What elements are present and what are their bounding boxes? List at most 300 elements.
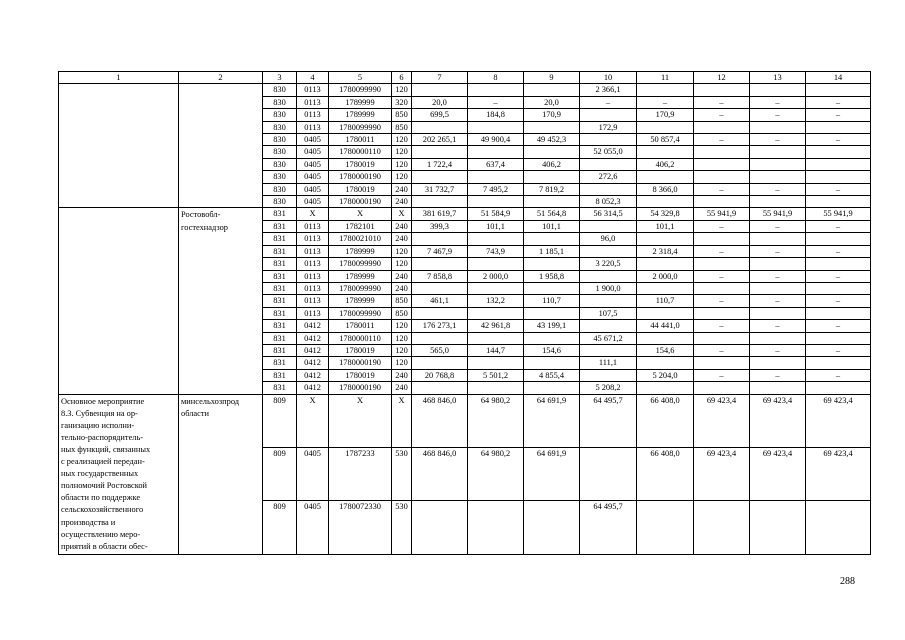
cell-col-3: 830 [263, 146, 297, 158]
cell-col-13 [750, 357, 806, 369]
cell-col-14 [806, 282, 871, 294]
cell-col-14 [806, 382, 871, 394]
cell-col-12: – [694, 134, 750, 146]
cell-col-12: – [694, 183, 750, 195]
cell-col-9 [524, 382, 580, 394]
cell-col-3: 830 [263, 171, 297, 183]
cell-col-9 [524, 84, 580, 96]
column-header: 3 [263, 72, 297, 84]
cell-col-5: X [329, 394, 392, 447]
cell-col-12 [694, 146, 750, 158]
cell-col-5: 1780011 [329, 134, 392, 146]
cell-col-9: 49 452,3 [524, 134, 580, 146]
cell-col-7 [412, 196, 468, 208]
cell-col-8: 144,7 [468, 344, 524, 356]
cell-col-3: 830 [263, 196, 297, 208]
cell-col-8: 132,2 [468, 295, 524, 307]
cell-col-7 [412, 307, 468, 319]
cell-col-13 [750, 501, 806, 554]
cell-col-7: 468 846,0 [412, 394, 468, 447]
cell-col-9 [524, 501, 580, 554]
cell-col-8: 637,4 [468, 158, 524, 170]
cell-col-13: 55 941,9 [750, 208, 806, 220]
cell-col-4: 0113 [297, 220, 329, 232]
cell-col-9 [524, 146, 580, 158]
cell-col-12 [694, 282, 750, 294]
cell-col-9: 1 185,1 [524, 245, 580, 257]
cell-col-6: 240 [392, 382, 412, 394]
cell-col-3: 831 [263, 332, 297, 344]
cell-col-14 [806, 121, 871, 133]
cell-col-6: 120 [392, 158, 412, 170]
cell-col-11: – [637, 96, 694, 108]
cell-col-11: 2 000,0 [637, 270, 694, 282]
cell-col-9: 7 819,2 [524, 183, 580, 195]
cell-col-3: 831 [263, 258, 297, 270]
cell-col-10: 52 055,0 [580, 146, 637, 158]
cell-col-12: – [694, 245, 750, 257]
cell-col-10 [580, 344, 637, 356]
cell-col-5: 1780019 [329, 344, 392, 356]
column-header: 14 [806, 72, 871, 84]
cell-col-8: 743,9 [468, 245, 524, 257]
cell-col-3: 831 [263, 369, 297, 381]
cell-col-14: 69 423,4 [806, 394, 871, 447]
executor-cell [179, 84, 263, 208]
cell-col-4: 0405 [297, 171, 329, 183]
activity-name-cell [59, 84, 179, 208]
cell-col-14: – [806, 295, 871, 307]
cell-col-7 [412, 258, 468, 270]
cell-col-11 [637, 282, 694, 294]
cell-col-11 [637, 258, 694, 270]
cell-col-6: 120 [392, 320, 412, 332]
cell-col-6: 120 [392, 171, 412, 183]
cell-col-3: 830 [263, 121, 297, 133]
cell-col-12 [694, 158, 750, 170]
cell-col-13: – [750, 344, 806, 356]
cell-col-8 [468, 501, 524, 554]
cell-col-14 [806, 196, 871, 208]
cell-col-9: 101,1 [524, 220, 580, 232]
cell-col-12 [694, 171, 750, 183]
column-header: 1 [59, 72, 179, 84]
cell-col-10 [580, 158, 637, 170]
cell-col-8 [468, 84, 524, 96]
cell-col-3: 831 [263, 295, 297, 307]
cell-col-12 [694, 382, 750, 394]
cell-col-3: 809 [263, 501, 297, 554]
cell-col-5: 1780000190 [329, 196, 392, 208]
page-number: 288 [840, 576, 855, 587]
cell-col-8 [468, 146, 524, 158]
column-header: 12 [694, 72, 750, 84]
cell-col-4: X [297, 394, 329, 447]
cell-col-12: – [694, 96, 750, 108]
cell-col-7: 461,1 [412, 295, 468, 307]
cell-col-7 [412, 146, 468, 158]
cell-col-6: 320 [392, 96, 412, 108]
cell-col-4: 0412 [297, 382, 329, 394]
cell-col-10 [580, 183, 637, 195]
cell-col-9 [524, 258, 580, 270]
cell-col-4: 0113 [297, 295, 329, 307]
cell-col-14 [806, 357, 871, 369]
cell-col-13: – [750, 109, 806, 121]
cell-col-13: – [750, 245, 806, 257]
cell-col-6: 240 [392, 369, 412, 381]
cell-col-8: 101,1 [468, 220, 524, 232]
column-header: 11 [637, 72, 694, 84]
cell-col-4: 0405 [297, 146, 329, 158]
cell-col-9: 154,6 [524, 344, 580, 356]
cell-col-7: 20,0 [412, 96, 468, 108]
cell-col-11: 44 441,0 [637, 320, 694, 332]
cell-col-11 [637, 332, 694, 344]
cell-col-12: 69 423,4 [694, 447, 750, 500]
cell-col-3: 831 [263, 320, 297, 332]
cell-col-3: 809 [263, 394, 297, 447]
cell-col-10 [580, 109, 637, 121]
cell-col-5: 1780021010 [329, 233, 392, 245]
cell-col-11: 154,6 [637, 344, 694, 356]
cell-col-11: 110,7 [637, 295, 694, 307]
cell-col-13 [750, 84, 806, 96]
cell-col-5: 1780099990 [329, 258, 392, 270]
cell-col-6: 240 [392, 282, 412, 294]
cell-col-8 [468, 196, 524, 208]
cell-col-8 [468, 357, 524, 369]
cell-col-13 [750, 158, 806, 170]
cell-col-12: – [694, 220, 750, 232]
cell-col-13: – [750, 369, 806, 381]
cell-col-6: 850 [392, 109, 412, 121]
cell-col-10: 56 314,5 [580, 208, 637, 220]
cell-col-13 [750, 332, 806, 344]
cell-col-6: 240 [392, 196, 412, 208]
cell-col-10: 45 671,2 [580, 332, 637, 344]
cell-col-10: 5 208,2 [580, 382, 637, 394]
column-header: 2 [179, 72, 263, 84]
cell-col-10: 3 220,5 [580, 258, 637, 270]
cell-col-9: 1 958,8 [524, 270, 580, 282]
cell-col-7 [412, 121, 468, 133]
cell-col-5: 1780000190 [329, 382, 392, 394]
cell-col-14 [806, 146, 871, 158]
cell-col-9 [524, 282, 580, 294]
cell-col-12 [694, 307, 750, 319]
activity-name-cell: Основное мероприятие 8.3. Субвенция на ор- ганизацию исполни- тельно-распорядитель- ных функций, связанных с реализацией передан- ных государственных полномочий Ростовской области по поддержке сельскохозяйственного производства и осуществлению меро- приятий в области обес- [59, 394, 179, 554]
cell-col-13: – [750, 220, 806, 232]
column-header: 4 [297, 72, 329, 84]
cell-col-9 [524, 171, 580, 183]
cell-col-3: 831 [263, 382, 297, 394]
cell-col-7: 468 846,0 [412, 447, 468, 500]
cell-col-14 [806, 258, 871, 270]
cell-col-12 [694, 196, 750, 208]
cell-col-12: 55 941,9 [694, 208, 750, 220]
cell-col-6: 240 [392, 270, 412, 282]
cell-col-13: 69 423,4 [750, 447, 806, 500]
cell-col-5: 1782101 [329, 220, 392, 232]
cell-col-5: 1780019 [329, 369, 392, 381]
cell-col-3: 831 [263, 307, 297, 319]
cell-col-13 [750, 233, 806, 245]
cell-col-7 [412, 382, 468, 394]
table-body [59, 84, 871, 554]
cell-col-13 [750, 282, 806, 294]
cell-col-8: 2 000,0 [468, 270, 524, 282]
cell-col-6: 120 [392, 134, 412, 146]
cell-col-6: 850 [392, 121, 412, 133]
cell-col-13 [750, 196, 806, 208]
cell-col-14: – [806, 183, 871, 195]
column-header: 8 [468, 72, 524, 84]
cell-col-12 [694, 501, 750, 554]
cell-col-5: 1780000110 [329, 146, 392, 158]
cell-col-12: – [694, 270, 750, 282]
cell-col-11: 170,9 [637, 109, 694, 121]
cell-col-9 [524, 196, 580, 208]
cell-col-9: 170,9 [524, 109, 580, 121]
cell-col-13 [750, 171, 806, 183]
cell-col-9 [524, 121, 580, 133]
cell-col-5: 1780000110 [329, 332, 392, 344]
cell-col-8 [468, 121, 524, 133]
cell-col-7 [412, 501, 468, 554]
cell-col-9 [524, 233, 580, 245]
cell-col-6: 240 [392, 233, 412, 245]
cell-col-3: 830 [263, 84, 297, 96]
cell-col-14 [806, 158, 871, 170]
table-row [59, 208, 871, 220]
cell-col-12 [694, 233, 750, 245]
cell-col-10 [580, 369, 637, 381]
cell-col-14: – [806, 109, 871, 121]
cell-col-8 [468, 258, 524, 270]
cell-col-10: 272,6 [580, 171, 637, 183]
cell-col-10: 96,0 [580, 233, 637, 245]
cell-col-13 [750, 382, 806, 394]
cell-col-6: 120 [392, 332, 412, 344]
cell-col-10: 111,1 [580, 357, 637, 369]
column-header: 5 [329, 72, 392, 84]
cell-col-8: 184,8 [468, 109, 524, 121]
cell-col-4: 0405 [297, 501, 329, 554]
cell-col-6: 530 [392, 501, 412, 554]
cell-col-4: 0405 [297, 447, 329, 500]
cell-col-11 [637, 196, 694, 208]
cell-col-5: 1789999 [329, 96, 392, 108]
cell-col-8 [468, 171, 524, 183]
cell-col-5: 1780099990 [329, 307, 392, 319]
column-number-row [59, 72, 871, 84]
cell-col-11: 54 329,8 [637, 208, 694, 220]
cell-col-11 [637, 84, 694, 96]
cell-col-3: 830 [263, 158, 297, 170]
cell-col-6: 120 [392, 245, 412, 257]
cell-col-5: 1780072330 [329, 501, 392, 554]
cell-col-6: X [392, 208, 412, 220]
cell-col-5: 1780019 [329, 158, 392, 170]
cell-col-12 [694, 84, 750, 96]
cell-col-14 [806, 84, 871, 96]
cell-col-4: 0113 [297, 307, 329, 319]
cell-col-9: 43 199,1 [524, 320, 580, 332]
cell-col-3: 809 [263, 447, 297, 500]
cell-col-11 [637, 146, 694, 158]
cell-col-3: 831 [263, 220, 297, 232]
cell-col-6: X [392, 394, 412, 447]
cell-col-5: 1789999 [329, 245, 392, 257]
cell-col-3: 830 [263, 134, 297, 146]
cell-col-13: – [750, 96, 806, 108]
cell-col-14: – [806, 369, 871, 381]
cell-col-14: – [806, 220, 871, 232]
cell-col-14: – [806, 270, 871, 282]
cell-col-3: 830 [263, 109, 297, 121]
cell-col-6: 240 [392, 183, 412, 195]
cell-col-14: – [806, 320, 871, 332]
cell-col-6: 120 [392, 357, 412, 369]
cell-col-10: 172,9 [580, 121, 637, 133]
cell-col-14 [806, 332, 871, 344]
cell-col-3: 831 [263, 270, 297, 282]
cell-col-11 [637, 501, 694, 554]
cell-col-5: 1780099990 [329, 121, 392, 133]
cell-col-5: 1789999 [329, 109, 392, 121]
cell-col-10: 1 900,0 [580, 282, 637, 294]
cell-col-4: 0412 [297, 320, 329, 332]
cell-col-8 [468, 382, 524, 394]
cell-col-11 [637, 307, 694, 319]
cell-col-11: 406,2 [637, 158, 694, 170]
cell-col-6: 120 [392, 258, 412, 270]
cell-col-6: 120 [392, 84, 412, 96]
cell-col-6: 240 [392, 220, 412, 232]
cell-col-8: 64 980,2 [468, 447, 524, 500]
cell-col-11 [637, 233, 694, 245]
column-header: 13 [750, 72, 806, 84]
cell-col-12: – [694, 109, 750, 121]
cell-col-7: 399,3 [412, 220, 468, 232]
cell-col-8: – [468, 96, 524, 108]
column-header: 9 [524, 72, 580, 84]
cell-col-7 [412, 84, 468, 96]
cell-col-5: 1789999 [329, 295, 392, 307]
cell-col-4: 0113 [297, 258, 329, 270]
cell-col-4: 0113 [297, 233, 329, 245]
cell-col-7: 202 265,1 [412, 134, 468, 146]
cell-col-7: 699,5 [412, 109, 468, 121]
cell-col-7: 7 858,8 [412, 270, 468, 282]
cell-col-6: 530 [392, 447, 412, 500]
cell-col-5: 1780099990 [329, 84, 392, 96]
cell-col-9 [524, 357, 580, 369]
cell-col-12: – [694, 295, 750, 307]
table-row [59, 84, 871, 96]
cell-col-11 [637, 171, 694, 183]
cell-col-11: 8 366,0 [637, 183, 694, 195]
cell-col-5: 1780019 [329, 183, 392, 195]
cell-col-11: 2 318,4 [637, 245, 694, 257]
cell-col-9: 64 691,9 [524, 394, 580, 447]
cell-col-3: 830 [263, 183, 297, 195]
cell-col-6: 120 [392, 146, 412, 158]
cell-col-7: 7 467,9 [412, 245, 468, 257]
cell-col-8: 7 495,2 [468, 183, 524, 195]
cell-col-13: – [750, 183, 806, 195]
cell-col-8 [468, 307, 524, 319]
cell-col-13: – [750, 295, 806, 307]
cell-col-13: 69 423,4 [750, 394, 806, 447]
cell-col-10 [580, 295, 637, 307]
cell-col-4: 0405 [297, 134, 329, 146]
cell-col-9: 64 691,9 [524, 447, 580, 500]
cell-col-10: 2 366,1 [580, 84, 637, 96]
cell-col-4: 0412 [297, 357, 329, 369]
cell-col-8: 42 961,8 [468, 320, 524, 332]
cell-col-10: 107,5 [580, 307, 637, 319]
cell-col-5: X [329, 208, 392, 220]
cell-col-7: 565,0 [412, 344, 468, 356]
cell-col-4: 0405 [297, 158, 329, 170]
cell-col-8 [468, 233, 524, 245]
cell-col-9 [524, 307, 580, 319]
cell-col-8: 49 900,4 [468, 134, 524, 146]
cell-col-4: X [297, 208, 329, 220]
cell-col-8 [468, 282, 524, 294]
cell-col-14: – [806, 245, 871, 257]
executor-cell: Ростовобл- гостехнадзор [179, 208, 263, 394]
cell-col-9: 110,7 [524, 295, 580, 307]
cell-col-7 [412, 171, 468, 183]
cell-col-14: 55 941,9 [806, 208, 871, 220]
cell-col-14 [806, 233, 871, 245]
cell-col-13: – [750, 320, 806, 332]
cell-col-6: 850 [392, 307, 412, 319]
cell-col-3: 831 [263, 282, 297, 294]
cell-col-9: 51 564,8 [524, 208, 580, 220]
cell-col-11: 5 204,0 [637, 369, 694, 381]
cell-col-10: 8 052,3 [580, 196, 637, 208]
column-header: 6 [392, 72, 412, 84]
cell-col-4: 0113 [297, 270, 329, 282]
cell-col-14: – [806, 344, 871, 356]
cell-col-12 [694, 357, 750, 369]
cell-col-7 [412, 332, 468, 344]
cell-col-12 [694, 258, 750, 270]
cell-col-13: – [750, 134, 806, 146]
cell-col-3: 831 [263, 208, 297, 220]
cell-col-8: 51 584,9 [468, 208, 524, 220]
cell-col-11 [637, 357, 694, 369]
cell-col-13 [750, 307, 806, 319]
column-header: 10 [580, 72, 637, 84]
cell-col-12: – [694, 344, 750, 356]
cell-col-6: 850 [392, 295, 412, 307]
cell-col-4: 0412 [297, 332, 329, 344]
cell-col-14 [806, 171, 871, 183]
cell-col-7: 20 768,8 [412, 369, 468, 381]
cell-col-13 [750, 146, 806, 158]
cell-col-9 [524, 332, 580, 344]
cell-col-3: 830 [263, 96, 297, 108]
cell-col-13 [750, 258, 806, 270]
cell-col-11: 50 857,4 [637, 134, 694, 146]
cell-col-9: 4 855,4 [524, 369, 580, 381]
cell-col-5: 1787233 [329, 447, 392, 500]
